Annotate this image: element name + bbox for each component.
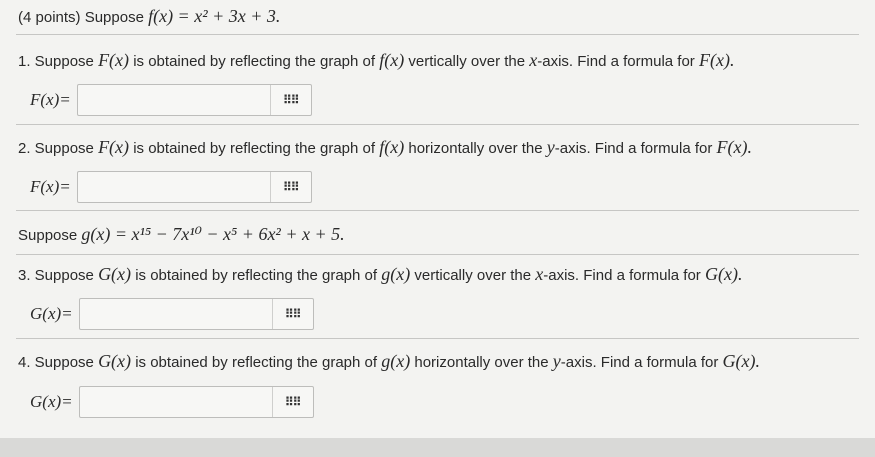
- q2-F2: F(x).: [716, 137, 752, 157]
- q3-axis: x: [535, 264, 544, 284]
- q3-G2: G(x).: [704, 264, 743, 284]
- answer-label-3: G(x)=: [30, 304, 73, 323]
- q2-text-b: is obtained by reflecting the graph of: [129, 140, 380, 157]
- q1-text-c: vertically over the: [404, 53, 530, 70]
- divider: [16, 210, 859, 211]
- question-1-text: [18, 50, 734, 72]
- header-function: f(x) = x² + 3x + 3.: [148, 6, 281, 26]
- answer-row-1: [30, 84, 312, 116]
- question-4-text: [18, 351, 760, 373]
- q2-text-c: horizontally over the: [404, 140, 547, 157]
- divider: [16, 34, 859, 35]
- answer-input-1[interactable]: [78, 85, 270, 115]
- question-header: [18, 6, 280, 28]
- q4-G: G(x): [98, 351, 132, 371]
- g-prefix: Suppose: [18, 227, 82, 244]
- q4-axis: y: [552, 351, 561, 371]
- q1-F2: F(x).: [698, 50, 735, 70]
- answer-box-4[interactable]: [79, 386, 314, 418]
- q3-G: G(x): [98, 264, 132, 284]
- answer-label-2: F(x)=: [30, 177, 71, 196]
- answer-box-1[interactable]: [77, 84, 312, 116]
- q1-f: f(x): [379, 50, 405, 70]
- answer-label-4: G(x)=: [30, 392, 73, 411]
- bottom-band: [0, 438, 875, 457]
- q3-text-a: 3. Suppose: [18, 267, 99, 284]
- answer-box-2[interactable]: [77, 171, 312, 203]
- q3-text-b: is obtained by reflecting the graph of: [131, 267, 382, 284]
- q2-f: f(x): [379, 137, 405, 157]
- math-palette-icon[interactable]: ⠿⠿: [272, 387, 313, 417]
- q1-F: F(x): [98, 50, 130, 70]
- q3-text-d: -axis. Find a formula for: [543, 267, 705, 284]
- answer-input-4[interactable]: [80, 387, 272, 417]
- q2-axis: y: [546, 137, 555, 157]
- divider: [16, 338, 859, 339]
- divider: [16, 254, 859, 255]
- answer-input-3[interactable]: [80, 299, 272, 329]
- math-palette-icon[interactable]: ⠿⠿: [270, 172, 311, 202]
- math-palette-icon[interactable]: ⠿⠿: [270, 85, 311, 115]
- q1-text-a: 1. Suppose: [18, 53, 99, 70]
- answer-row-2: [30, 171, 312, 203]
- divider: [16, 124, 859, 125]
- q2-text-a: 2. Suppose: [18, 140, 99, 157]
- answer-row-3: [30, 298, 314, 330]
- math-palette-icon[interactable]: ⠿⠿: [272, 299, 313, 329]
- g-definition: [18, 224, 345, 246]
- q3-text-c: vertically over the: [410, 267, 536, 284]
- q2-text-d: -axis. Find a formula for: [554, 140, 717, 157]
- question-3-text: [18, 264, 742, 286]
- answer-input-2[interactable]: [78, 172, 270, 202]
- q1-text-b: is obtained by reflecting the graph of: [129, 53, 380, 70]
- header-prefix: (4 points) Suppose: [18, 9, 149, 26]
- q4-text-d: -axis. Find a formula for: [560, 354, 723, 371]
- q4-text-a: 4. Suppose: [18, 354, 99, 371]
- q4-G2: G(x).: [722, 351, 760, 371]
- q4-text-b: is obtained by reflecting the graph of: [131, 354, 382, 371]
- q4-g: g(x): [381, 351, 411, 371]
- answer-label-1: F(x)=: [30, 90, 71, 109]
- question-2-text: [18, 137, 752, 159]
- g-function: g(x) = x¹⁵ − 7x¹⁰ − x⁵ + 6x² + x + 5.: [81, 224, 345, 244]
- q1-text-d: -axis. Find a formula for: [537, 53, 699, 70]
- answer-box-3[interactable]: [79, 298, 314, 330]
- q3-g: g(x): [381, 264, 411, 284]
- q4-text-c: horizontally over the: [410, 354, 553, 371]
- q1-axis: x: [529, 50, 538, 70]
- answer-row-4: [30, 386, 314, 418]
- q2-F: F(x): [98, 137, 130, 157]
